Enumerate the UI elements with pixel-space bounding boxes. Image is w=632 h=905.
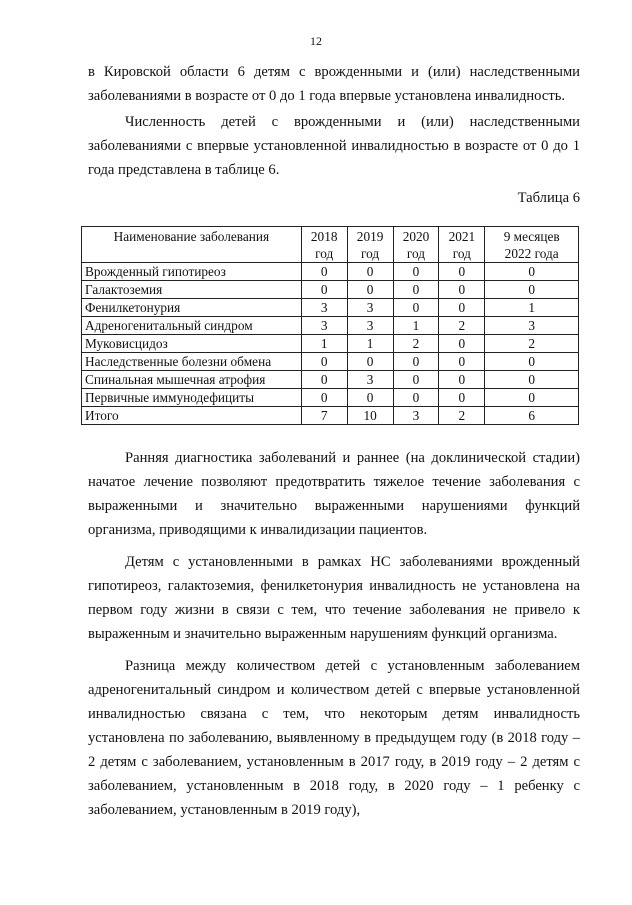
row-value-cell: 2 xyxy=(439,407,485,425)
table-header-row xyxy=(82,227,579,263)
row-value-cell: 0 xyxy=(393,371,439,389)
table-row xyxy=(82,389,579,407)
row-value-cell: 0 xyxy=(485,371,579,389)
row-value-cell: 3 xyxy=(485,317,579,335)
row-value-cell: 1 xyxy=(485,299,579,317)
row-value-cell: 3 xyxy=(301,299,347,317)
header-2021: 2021 год xyxy=(439,227,485,263)
row-value-cell: 0 xyxy=(347,281,393,299)
table-row xyxy=(82,299,579,317)
row-value-cell: 2 xyxy=(439,317,485,335)
row-value-cell: 0 xyxy=(393,281,439,299)
table-row xyxy=(82,371,579,389)
row-value-cell: 0 xyxy=(347,353,393,371)
paragraph-2: Численность детей с врожденными и (или) наследственными заболеваниями с впервые установленной инвалидностью в возрасте от 0 до 1 года представлена в таблице 6. xyxy=(88,114,580,178)
row-value-cell: 0 xyxy=(439,353,485,371)
row-value-cell: 0 xyxy=(485,263,579,281)
row-value-cell: 6 xyxy=(485,407,579,425)
header-2020: 2020 год xyxy=(393,227,439,263)
row-disease-name: Наследственные болезни обмена xyxy=(82,353,302,371)
table-row xyxy=(82,407,579,425)
row-disease-name: Спинальная мышечная атрофия xyxy=(82,371,302,389)
row-value-cell: 0 xyxy=(485,389,579,407)
row-value-cell: 1 xyxy=(347,335,393,353)
row-value-cell: 0 xyxy=(439,299,485,317)
row-value-cell: 0 xyxy=(301,353,347,371)
row-value-cell: 0 xyxy=(301,389,347,407)
table-caption: Таблица 6 xyxy=(517,190,580,206)
row-disease-name: Первичные иммунодефициты xyxy=(82,389,302,407)
row-value-cell: 0 xyxy=(393,353,439,371)
row-value-cell: 7 xyxy=(301,407,347,425)
row-value-cell: 0 xyxy=(439,371,485,389)
row-value-cell: 3 xyxy=(393,407,439,425)
paragraph-4: Детям с установленными в рамках НС заболеваниями врожденный гипотиреоз, галактоземия, фенилкетонурия инвалидность не установлена на первом году жизни в связи с тем, что течение заболевания не привело к выраженным и значительно выраженным нарушениям функций организма. xyxy=(88,554,580,642)
row-value-cell: 10 xyxy=(347,407,393,425)
row-disease-name: Врожденный гипотиреоз xyxy=(82,263,302,281)
row-value-cell: 3 xyxy=(347,371,393,389)
row-disease-name: Муковисцидоз xyxy=(82,335,302,353)
paragraph-5: Разница между количеством детей с установленным заболеванием адреногенитальный синдром и количеством детей с впервые установленной инвалидностью связана с тем, что некоторым детям инвалидность установлена по заболеванию, выявленному в предыдущем году (в 2018 году – 2 детям с заболеванием, установленным в 2017 году, в 2019 году – 2 детям с заболеванием, установленным в 2018 году, в 2020 году – 1 ребенку с заболеванием, установленным в 2019 году), xyxy=(88,658,580,818)
row-value-cell: 0 xyxy=(347,389,393,407)
row-disease-name: Галактоземия xyxy=(82,281,302,299)
row-value-cell: 2 xyxy=(393,335,439,353)
row-value-cell: 0 xyxy=(301,281,347,299)
row-disease-name: Адреногенитальный синдром xyxy=(82,317,302,335)
row-value-cell: 0 xyxy=(439,335,485,353)
row-value-cell: 0 xyxy=(347,263,393,281)
row-value-cell: 0 xyxy=(439,389,485,407)
row-value-cell: 0 xyxy=(439,281,485,299)
table-row xyxy=(82,263,579,281)
header-9-months-2022: 9 месяцев 2022 года xyxy=(485,227,579,263)
table-row xyxy=(82,317,579,335)
paragraph-1: в Кировской области 6 детям с врожденными и (или) наследственными заболеваниями в возрасте от 0 до 1 года впервые установлена инвалидность. xyxy=(88,64,580,104)
row-value-cell: 1 xyxy=(393,317,439,335)
paragraph-3: Ранняя диагностика заболеваний и раннее (на доклинической стадии) начатое лечение позволяют предотвратить тяжелое течение заболевания с выраженными и значительно выраженными нарушениями функций организма, приводящими к инвалидизации пациентов. xyxy=(88,450,580,538)
row-value-cell: 0 xyxy=(393,263,439,281)
row-value-cell: 0 xyxy=(393,299,439,317)
row-value-cell: 1 xyxy=(301,335,347,353)
page-number: 12 xyxy=(310,34,322,48)
row-value-cell: 3 xyxy=(347,317,393,335)
row-value-cell: 0 xyxy=(439,263,485,281)
row-value-cell: 0 xyxy=(485,353,579,371)
row-value-cell: 3 xyxy=(301,317,347,335)
table-row xyxy=(82,281,579,299)
header-2018: 2018 год xyxy=(301,227,347,263)
row-value-cell: 2 xyxy=(485,335,579,353)
table-row xyxy=(82,335,579,353)
row-value-cell: 0 xyxy=(301,263,347,281)
disease-table xyxy=(81,226,579,425)
header-2019: 2019 год xyxy=(347,227,393,263)
row-value-cell: 0 xyxy=(393,389,439,407)
header-disease-name: Наименование заболевания xyxy=(82,227,302,263)
table-row xyxy=(82,353,579,371)
row-value-cell: 0 xyxy=(485,281,579,299)
row-disease-name: Фенилкетонурия xyxy=(82,299,302,317)
row-disease-name: Итого xyxy=(82,407,302,425)
row-value-cell: 0 xyxy=(301,371,347,389)
row-value-cell: 3 xyxy=(347,299,393,317)
